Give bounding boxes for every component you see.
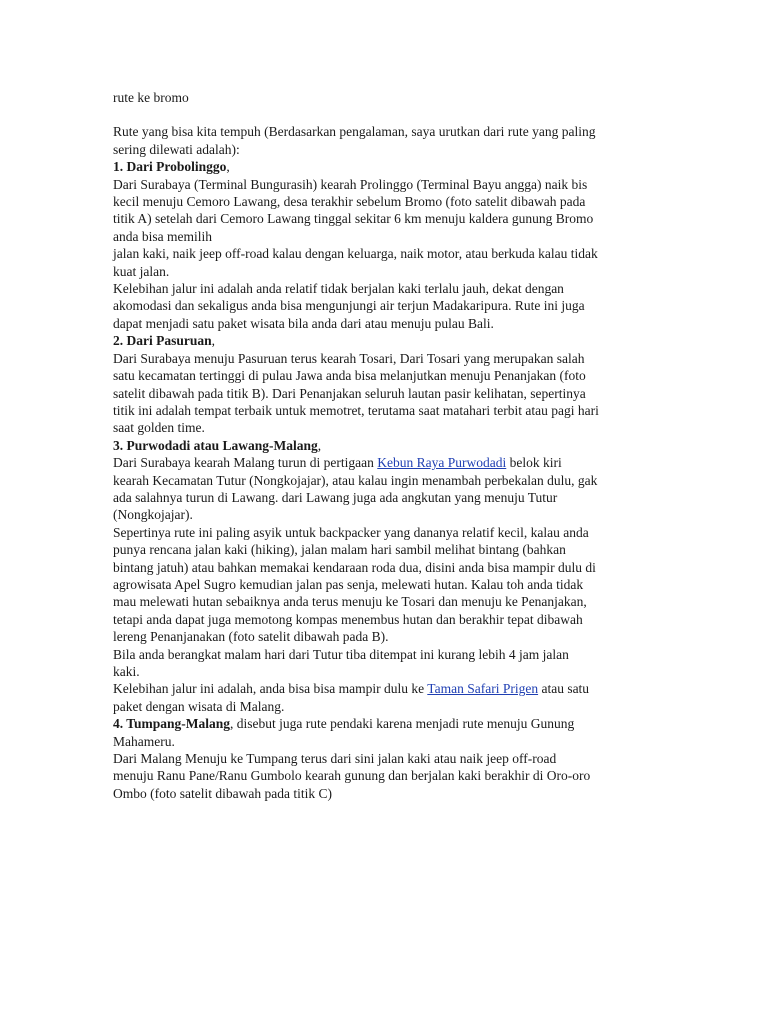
section-heading (113, 437, 658, 454)
text-line: anda bisa memilih (113, 228, 212, 244)
document-body (113, 89, 658, 802)
text-line: Dari Malang Menuju ke Tumpang terus dari sini jalan kaki atau naik jeep off-road (113, 751, 557, 767)
text-fragment: belok kiri (506, 455, 562, 471)
taman-safari-prigen-link[interactable]: Taman Safari Prigen (427, 681, 539, 697)
paragraph (113, 750, 658, 802)
text-line: satu kecamatan tertinggi di pulau Jawa anda bisa melanjutkan menuju Penanjakan (foto (113, 368, 586, 384)
section-heading-title: 1. Dari Probolinggo (113, 159, 227, 175)
text-line: paket dengan wisata di Malang. (113, 698, 285, 714)
text-line: kecil menuju Cemoro Lawang, desa terakhir sebelum Bromo (foto satelit dibawah pada (113, 194, 586, 210)
text-line: tetapi anda dapat juga memotong kompas menembus hutan dan berakhir tepat dibawah (113, 611, 583, 627)
section-heading-title: 3. Purwodadi atau Lawang-Malang (113, 437, 318, 453)
document-title-text: rute ke bromo (113, 90, 189, 105)
text-line: lereng Penanjanakan (foto satelit dibawah pada B). (113, 629, 389, 645)
text-line (113, 680, 658, 697)
text-line: punya rencana jalan kaki (hiking), jalan malam hari sambil melihat bintang (bahkan (113, 542, 566, 558)
section-heading-title: 4. Tumpang-Malang (113, 716, 231, 732)
text-line: sering dilewati adalah): (113, 141, 240, 157)
text-line: Rute yang bisa kita tempuh (Berdasarkan pengalaman, saya urutkan dari rute yang paling (113, 124, 596, 140)
paragraph (113, 646, 658, 681)
text-line: Kelebihan jalur ini adalah anda relatif tidak berjalan kaki terlalu jauh, dekat dengan (113, 281, 564, 297)
text-line: Dari Surabaya menuju Pasuruan terus kearah Tosari, Dari Tosari yang merupakan salah (113, 350, 585, 366)
text-line: kuat jalan. (113, 263, 170, 279)
text-line: titik ini adalah tempat terbaik untuk memotret, terutama saat matahari terbit atau pagi hari (113, 402, 599, 418)
text-line: Mahameru. (113, 733, 175, 749)
section-pasuruan (113, 332, 658, 436)
section-heading (113, 332, 658, 349)
document-title (113, 89, 658, 106)
text-line: Dari Surabaya (Terminal Bungurasih) kearah Prolinggo (Terminal Bayu angga) naik bis (113, 176, 588, 192)
text-line: ada salahnya turun di Lawang. dari Lawang juga ada angkutan yang menuju Tutur (113, 489, 558, 505)
kebun-raya-purwodadi-link[interactable]: Kebun Raya Purwodadi (377, 455, 507, 471)
text-fragment: Kelebihan jalur ini adalah, anda bisa bisa mampir dulu ke (113, 681, 428, 697)
text-line: (Nongkojajar). (113, 507, 193, 523)
text-fragment: Dari Surabaya kearah Malang turun di pertigaan (113, 455, 378, 471)
text-line: saat golden time. (113, 420, 205, 436)
text-line: titik A) setelah dari Cemoro Lawang tinggal sekitar 6 km menuju kaldera gunung Bromo (113, 211, 594, 227)
text-line: kearah Kecamatan Tutur (Nongkojajar), atau kalau ingin menambah perbekalan dulu, gak (113, 472, 598, 488)
text-line: jalan kaki, naik jeep off-road kalau dengan keluarga, naik motor, atau berkuda kalau tidak (113, 246, 598, 262)
section-purwodadi-lawang (113, 437, 658, 716)
paragraph (113, 680, 658, 715)
section-heading-title: 2. Dari Pasuruan (113, 333, 212, 349)
text-line: menuju Ranu Pane/Ranu Gumbolo kearah gunung dan berjalan kaki berakhir di Oro-oro (113, 768, 591, 784)
section-heading (113, 158, 658, 175)
section-heading (113, 715, 658, 732)
text-line: Ombo (foto satelit dibawah pada titik C) (113, 785, 332, 801)
section-heading-suffix: , (226, 159, 230, 175)
paragraph (113, 454, 658, 524)
section-heading-suffix: , (211, 333, 216, 349)
paragraph (113, 280, 658, 332)
paragraph (113, 524, 658, 646)
section-probolinggo (113, 158, 658, 332)
text-line: dapat menjadi satu paket wisata bila anda dari atau menuju pulau Bali. (113, 315, 494, 331)
text-line: kaki. (113, 664, 140, 679)
intro-paragraph (113, 123, 658, 158)
text-line: bintang jatuh) atau bahkan memakai kendaraan roda dua, disini anda bisa mampir dulu di (113, 559, 596, 575)
text-line: mau melewati hutan sebaiknya anda terus menuju ke Tosari dan menuju ke Penanjakan, (113, 594, 587, 610)
text-line: akomodasi dan sekaligus anda bisa mengunjungi air terjun Madakaripura. Rute ini juga (113, 298, 585, 314)
text-line: satelit dibawah pada titik B). Dari Penanjakan seluruh lautan pasir kelihatan, sepertinya (113, 385, 586, 401)
text-line: Sepertinya rute ini paling asyik untuk backpacker yang dananya relatif kecil, kalau anda (113, 524, 589, 540)
paragraph (113, 176, 658, 280)
section-heading-suffix: , (317, 437, 322, 453)
text-fragment: atau satu (538, 681, 590, 697)
text-line: agrowisata Apel Sugro kemudian jalan pas senja, melewati hutan. Kalau toh anda tidak (113, 576, 584, 592)
section-tumpang-malang (113, 715, 658, 802)
text-line: Bila anda berangkat malam hari dari Tutur tiba ditempat ini kurang lebih 4 jam jalan (113, 646, 569, 662)
text-line (113, 454, 658, 471)
section-heading-suffix: , disebut juga rute pendaki karena menjadi rute menuju Gunung (230, 716, 575, 732)
paragraph (113, 350, 658, 437)
